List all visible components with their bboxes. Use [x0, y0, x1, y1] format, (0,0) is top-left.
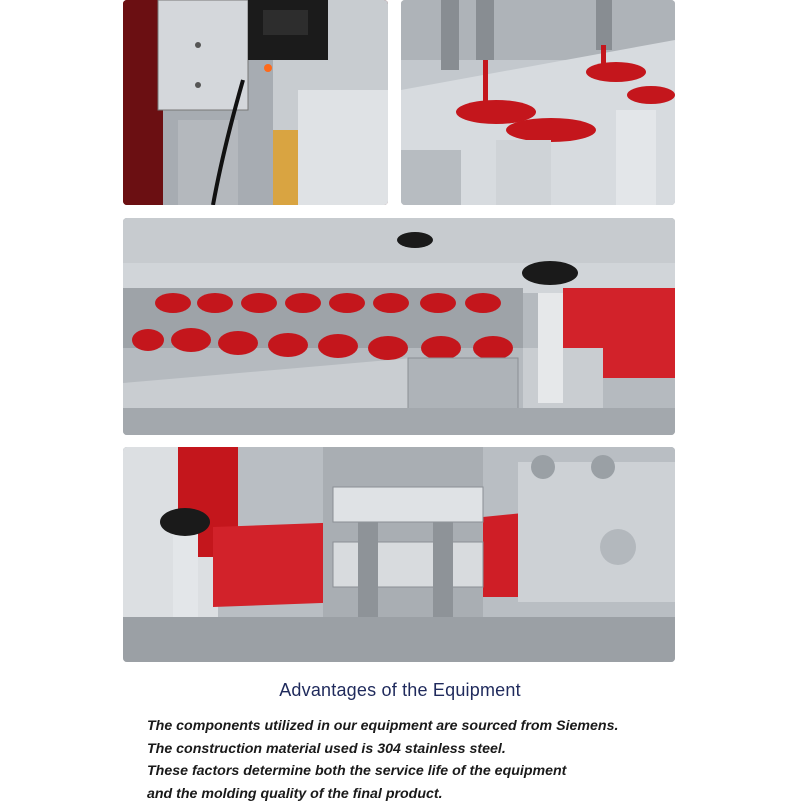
description-line: The construction material used is 304 stainless steel. — [147, 738, 707, 761]
section-description — [147, 715, 707, 805]
photo-sauce-filling — [401, 0, 675, 205]
photo-sauce-tray-rows — [123, 218, 675, 435]
section-title: Advantages of the Equipment — [0, 680, 800, 701]
photo-sensor-closeup — [123, 0, 388, 205]
description-line: The components utilized in our equipment are sourced from Siemens. — [147, 715, 707, 738]
description-line: These factors determine both the service life of the equipment — [147, 760, 707, 783]
photo-sealing-station — [123, 447, 675, 662]
description-line: and the molding quality of the final product. — [147, 783, 707, 805]
